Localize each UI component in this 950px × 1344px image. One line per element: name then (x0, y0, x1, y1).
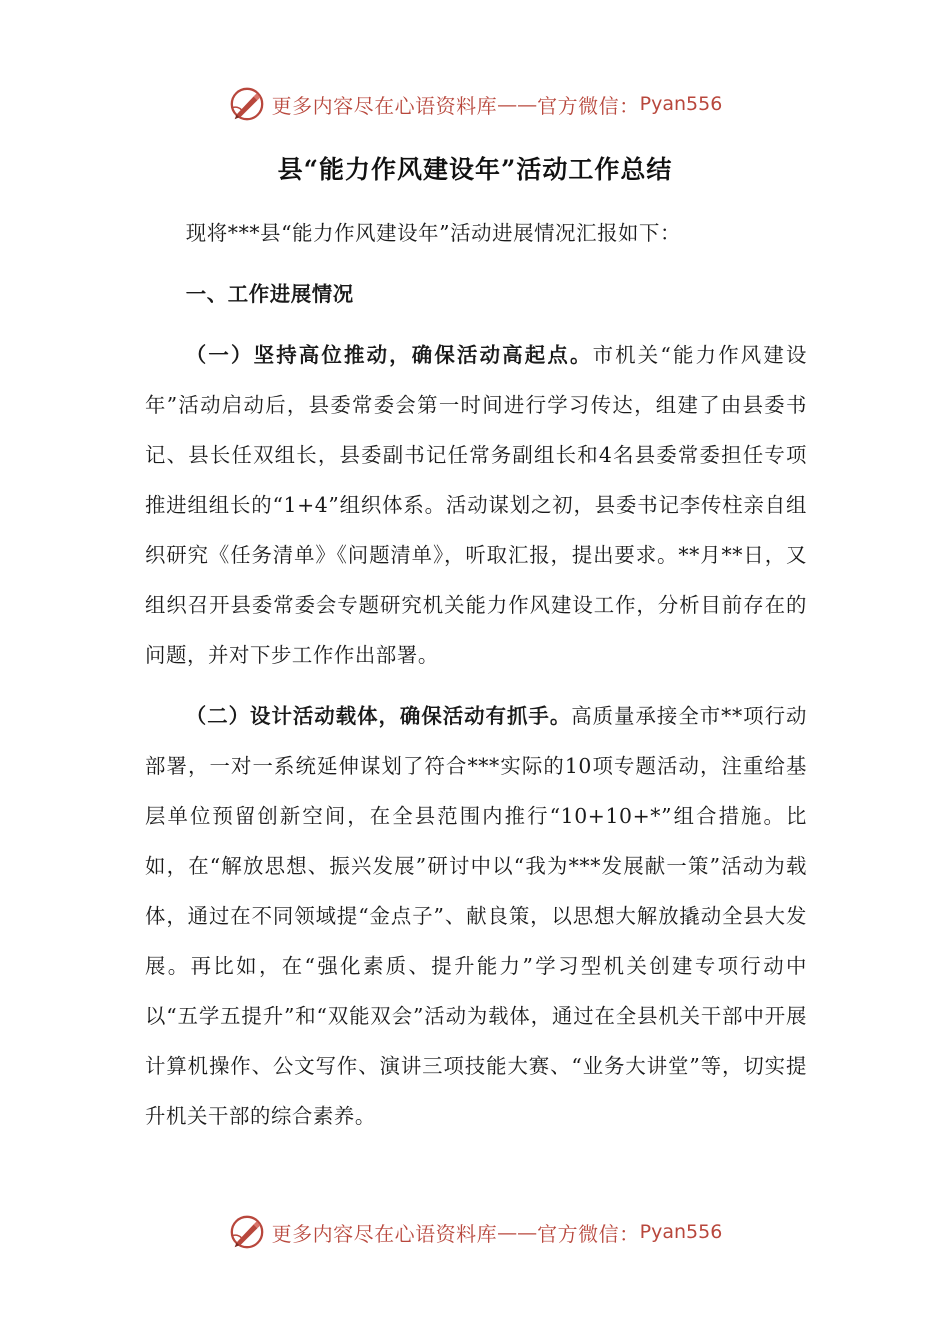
watermark-separator: —— (497, 92, 538, 116)
paragraph-2 (145, 691, 807, 1141)
watermark-text: 更多内容尽在心语资料库 (271, 1221, 498, 1246)
watermark-header (0, 84, 950, 124)
document-title: 县“能力作风建设年”活动工作总结 (277, 155, 673, 184)
watermark-handle: Pyan556 (639, 93, 723, 115)
paragraph-2-body: 高质量承接全市**项行动部署，一对一系统延伸谋划了符合***实际的10项专题活动，注重给基层单位预留创新空间，在全县范围内推行“10+10+*”组合措施。比如，在“解放思想、振兴发展”研讨中以“我为***发展献一策”活动为载体，通过在不同领域提“金点子”、献良策，以思想大解放撬动全县大发展。再比如，在“强化素质、提升能力”学习型机关创建专项行动中以“五学五提升”和“双能双会”活动为载体，通过在全县机关干部中开展计算机操作、公文写作、演讲三项技能大赛、“业务大讲堂”等，切实提升机关干部的综合素养。 (145, 704, 807, 1128)
paragraph-2-lead: （二）设计活动载体，确保活动有抓手。 (185, 704, 572, 728)
watermark-footer (0, 1212, 950, 1252)
watermark-separator: —— (497, 1220, 538, 1244)
intro-paragraph: 现将***县“能力作风建设年”活动进展情况汇报如下： (185, 221, 682, 245)
paragraph-1 (145, 330, 807, 680)
watermark-label: 官方微信： (537, 1221, 640, 1246)
section-heading: 一、工作进展情况 (185, 282, 354, 306)
paragraph-1-lead: （一）坚持高位推动，确保活动高起点。 (185, 343, 593, 367)
watermark-label: 官方微信： (537, 93, 640, 118)
document-body (145, 208, 807, 1141)
paragraph-1-body: 市机关“能力作风建设年”活动启动后，县委常委会第一时间进行学习传达，组建了由县委书记、县长任双组长，县委副书记任常务副组长和4名县委常委担任专项推进组组长的“1+4”组织体系。活动谋划之初，县委书记李传柱亲自组织研究《任务清单》《问题清单》，听取汇报，提出要求。**月**日，又组织召开县委常委会专题研究机关能力作风建设工作，分析目前存在的问题，并对下步工作作出部署。 (145, 343, 807, 667)
pen-logo-icon (228, 1213, 266, 1251)
pen-logo-icon (228, 85, 266, 123)
watermark-text: 更多内容尽在心语资料库 (271, 93, 498, 118)
watermark-handle: Pyan556 (639, 1221, 723, 1243)
